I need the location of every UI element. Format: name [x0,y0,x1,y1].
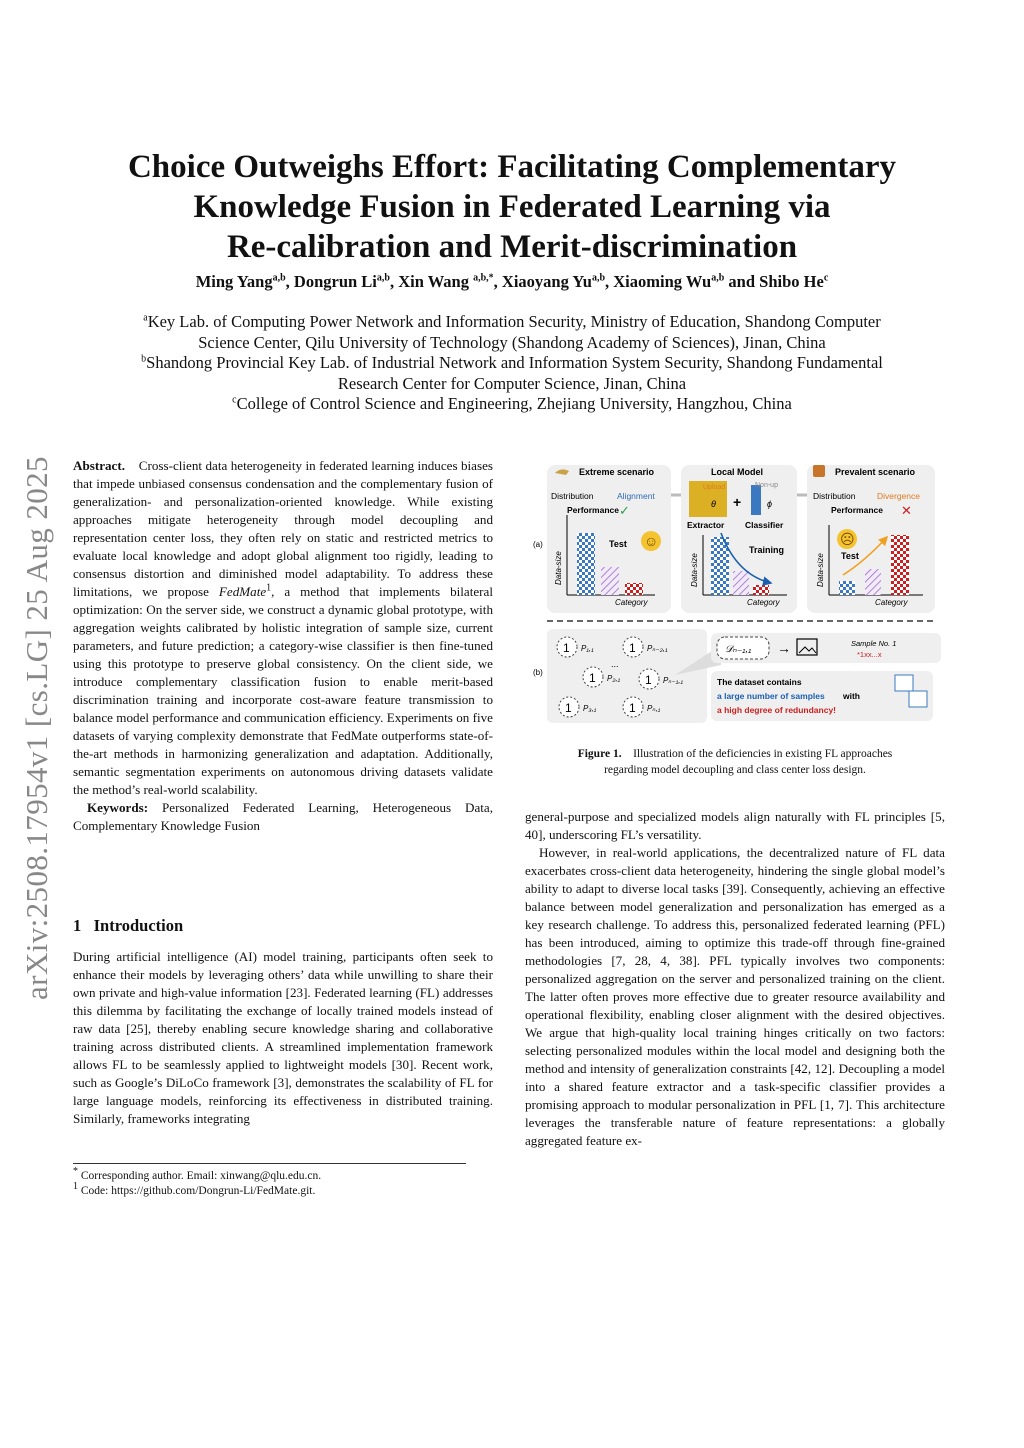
svg-text:P₂,₁: P₂,₁ [607,674,621,683]
author-sep: , [389,272,399,291]
affiliations [70,312,954,415]
bar [753,585,769,595]
affiliation-line: $^b$Shandong Provincial Key Lab. of Industrial Network and Information System Security, Shandong Fundamental [141,353,883,373]
sample-code: *1xx...x [857,650,882,659]
divergence-label: Divergence [877,491,920,501]
author-name: Xiaoming Wu [613,272,712,291]
section-title: Introduction [93,916,184,935]
test-label: Test [609,539,627,549]
svg-text:1: 1 [629,701,636,715]
caption-label: Figure 1. [577,748,622,760]
extractor-label: Extractor [687,520,725,530]
upload-label: Upload [703,484,726,491]
bar [625,583,643,595]
dataset-label: 𝒟ₙ₋₁,₁ [725,644,752,655]
classifier-label: Classifier [745,520,784,530]
sample-number: Sample No. 1 [851,639,897,648]
ellipsis: ... [611,659,619,669]
paragraph: general-purpose and specialized models align naturally with FL principles [5, 40], underscoring FL’s versatility. [525,809,945,842]
title-line: Re-calibration and Merit-discrimination [226,229,798,265]
arxiv-id: arXiv:2508.17954v1 [cs.LG] 25 Aug 2025 [19,455,54,1000]
affiliation-line: Research Center for Computer Science, Jinan, China [337,373,687,393]
author-name: Xiaoyang Yu [501,272,592,291]
performance-label: Performance [831,505,883,515]
theta-symbol: θ [711,499,716,509]
author-affil-mark: a,b,* [473,272,494,284]
paper-title [60,147,964,267]
distribution-label: Distribution [551,491,594,501]
section-heading [73,916,183,936]
local-model-title: Local Model [711,467,764,477]
sad-face-glyph: ☹ [840,531,855,547]
author-name: Shibo He [759,272,824,291]
category-label: Category [875,598,908,607]
author-name: Ming Yang [195,272,273,291]
bar [601,567,619,595]
note-line: with [843,691,860,701]
keywords-text: Personalized Federated Learning, Heterogeneous Data, Complementary Knowledge Fusion [73,800,494,833]
happy-face-glyph: ☺ [644,533,659,549]
svg-text:Pₙ₋₁,₁: Pₙ₋₁,₁ [663,676,684,685]
svg-text:1: 1 [563,641,570,655]
cross-icon: ✕ [901,503,912,518]
footnotes [73,1166,493,1199]
author-name: Dongrun Li [293,272,377,291]
title-line: Choice Outweighs Effort: Facilitating Complementary [127,149,897,185]
arxiv-stamp [12,420,62,1035]
keywords-label: Keywords: [87,800,149,815]
footnote: $^1$ Code: https://github.com/Dongrun-Li/FedMate.git. [73,1181,316,1197]
abstract-label: Abstract. [73,458,125,473]
note-line: a high degree of redundancy! [717,705,837,715]
author-sep: , [493,272,502,291]
author-affil-mark: a,b [711,272,725,284]
abstract-text: , a method that implements bilateral optimization: On the server side, we construct a dynamic global prototype, with aggregation weights calibrated by holistic integration of sample size, current parameters, and future prediction; a category-wise classifier is then fine-tuned using this prototype to preserve global consistency. On the client side, we introduce complementary classification fusion to enable merit-based discrimination training and incorporate cost-aware feature transmission to balance model performance and communication efficiency. Experiments on five datasets of varying complexity demonstrate that FedMate outperforms state-of-the-art methods in harmonizing generalization and adaptation. Additionally, semantic segmentation experiments on autonomous driving datasets validate the method’s real-world scalability. [73,584,493,797]
classifier-icon [751,485,761,515]
non-upload-label: Non-up [755,482,778,489]
extreme-title: Extreme scenario [579,467,655,477]
svg-text:Pₙ,₁: Pₙ,₁ [647,704,661,713]
figure-1 [525,455,955,740]
figure-caption: Figure 1. Illustration of the deficiencies in existing FL approaches regarding model decoupling and class center loss design. [577,748,893,776]
dog-icon [813,465,825,477]
bar [891,535,909,595]
distribution-label: Distribution [813,491,856,501]
footnote: * Corresponding author. Email: xinwang@qlu.edu.cn. [73,1166,322,1182]
footnote-rule [73,1163,466,1164]
intro-paragraph: During artificial intelligence (AI) model training, participants often seek to enhance their models by leveraging others’ data while unwilling to share their own private and high-value information [23]. Federated learning (FL) addresses this dilemma by facilitating the exchange of locally trained models instead of raw data [25], thereby enabling secure knowledge sharing and collaborative training across distributed clients. A streamlined implementation framework allows FL to be seamlessly applied to lightweight models [30]. Recent work, such as Google’s DiLoCo framework [3], demonstrates the scalability of FL for large language models, reinforcing its effectiveness in distributed training. Similarly, frameworks integrating [73,949,493,1126]
affiliation-line: Science Center, Qilu University of Technology (Shandong Academy of Sciences), Jinan, China [198,332,826,352]
intro-continued [525,808,945,1150]
data-size-label: Data-size [816,553,825,587]
training-label: Training [749,545,785,555]
author-affil-mark: a,b [376,272,390,284]
title-line: Knowledge Fusion in Federated Learning via [193,189,831,225]
category-label: Category [615,598,648,607]
test-label: Test [841,551,859,561]
affil-mark: a [143,312,148,324]
check-icon: ✓ [619,503,630,518]
affiliation-line: $^a$Key Lab. of Computing Power Network and Information Security, Ministry of Education, Shandong Computer [143,312,881,331]
bar [577,533,595,595]
author-sep: , [285,272,294,291]
bar [733,571,749,595]
arrow-icon: → [777,640,791,656]
panel-a-label: (a) [533,540,543,549]
footnote-mark: 1 [266,582,272,594]
svg-text:1: 1 [589,671,596,685]
data-size-label: Data-size [554,551,563,585]
method-name: FedMate [218,584,267,599]
category-label: Category [747,598,780,607]
abstract-text: Cross-client data heterogeneity in federated learning induces biases that impede unbiased consensus condensation and the complementary fusion of generalization- and personalization-oriented knowledge. While existing approaches mitigate heterogeneity through model decoupling and representation center loss, they often rely on static and restricted metrics to evaluate local knowledge and adopt global alignment too rigidly, leading to consensus distortion and diminished model adaptability. To address these limitations, we propose [73,458,493,599]
svg-text:P₃,₁: P₃,₁ [583,704,597,713]
author-affil-mark: c [823,272,829,284]
author-list [60,272,964,292]
affiliation-line: $^c$College of Control Science and Engineering, Zhejiang University, Hangzhou, China [232,394,792,414]
bar [839,581,855,595]
gallery-icon [909,691,927,707]
author-sep: and [724,272,760,291]
author-name: Xin Wang [398,272,474,291]
author-affil-mark: a,b [272,272,286,284]
author-sep: , [605,272,614,291]
panel-b-label: (b) [533,668,543,677]
affil-mark: b [141,353,147,365]
svg-text:1: 1 [565,701,572,715]
performance-label: Performance [567,505,619,515]
note-line: The dataset contains [717,677,802,687]
paragraph: However, in real-world applications, the decentralized nature of FL data exacerbates cross-client data heterogeneity, hindering the single global model’s ability to adapt to diverse local tasks [39]. Consequently, achieving an effective balance between model generalization and personalization has emerged as a key research challenge. To address this, personalized federated learning (PFL) has been introduced, aiming to optimize this trade-off through fine-grained methodologies [7, 28, 4, 38]. PFL typically involves two components: personalized aggregation on the server and personalized training on the client. The latter often proves more effective due to greater resource availability and operational flexibility, enabling closer alignment with the desired objectives. We argue that high-quality local training hinges critically on two factors: selecting personalized modules within the local model and designing both the method and intensity of generalization constraints [42, 12]. Decoupling a model into a shared feature extractor and a task-specific classifier provides a promising approach to modular personalization in PFL [1, 7]. This architecture leverages the transferable nature of feature representations: a globally aggregated feature ex- [525,845,945,1148]
section-number: 1 [73,916,82,935]
author-affil-mark: a,b [591,272,606,284]
svg-text:1: 1 [645,673,652,687]
svg-text:P₁,₁: P₁,₁ [581,644,594,653]
alignment-label: Alignment [617,491,655,501]
bar [865,569,881,595]
affil-mark: c [232,394,237,406]
prevalent-title: Prevalent scenario [835,467,916,477]
phi-symbol: ϕ [767,499,773,509]
data-size-label: Data-size [690,553,699,587]
svg-text:1: 1 [629,641,636,655]
svg-text:Pₙ₋₂,₁: Pₙ₋₂,₁ [647,644,668,653]
plus-symbol: + [733,494,742,510]
gallery-icon [895,675,913,691]
note-line: a large number of samples [717,691,825,701]
abstract [73,457,493,835]
